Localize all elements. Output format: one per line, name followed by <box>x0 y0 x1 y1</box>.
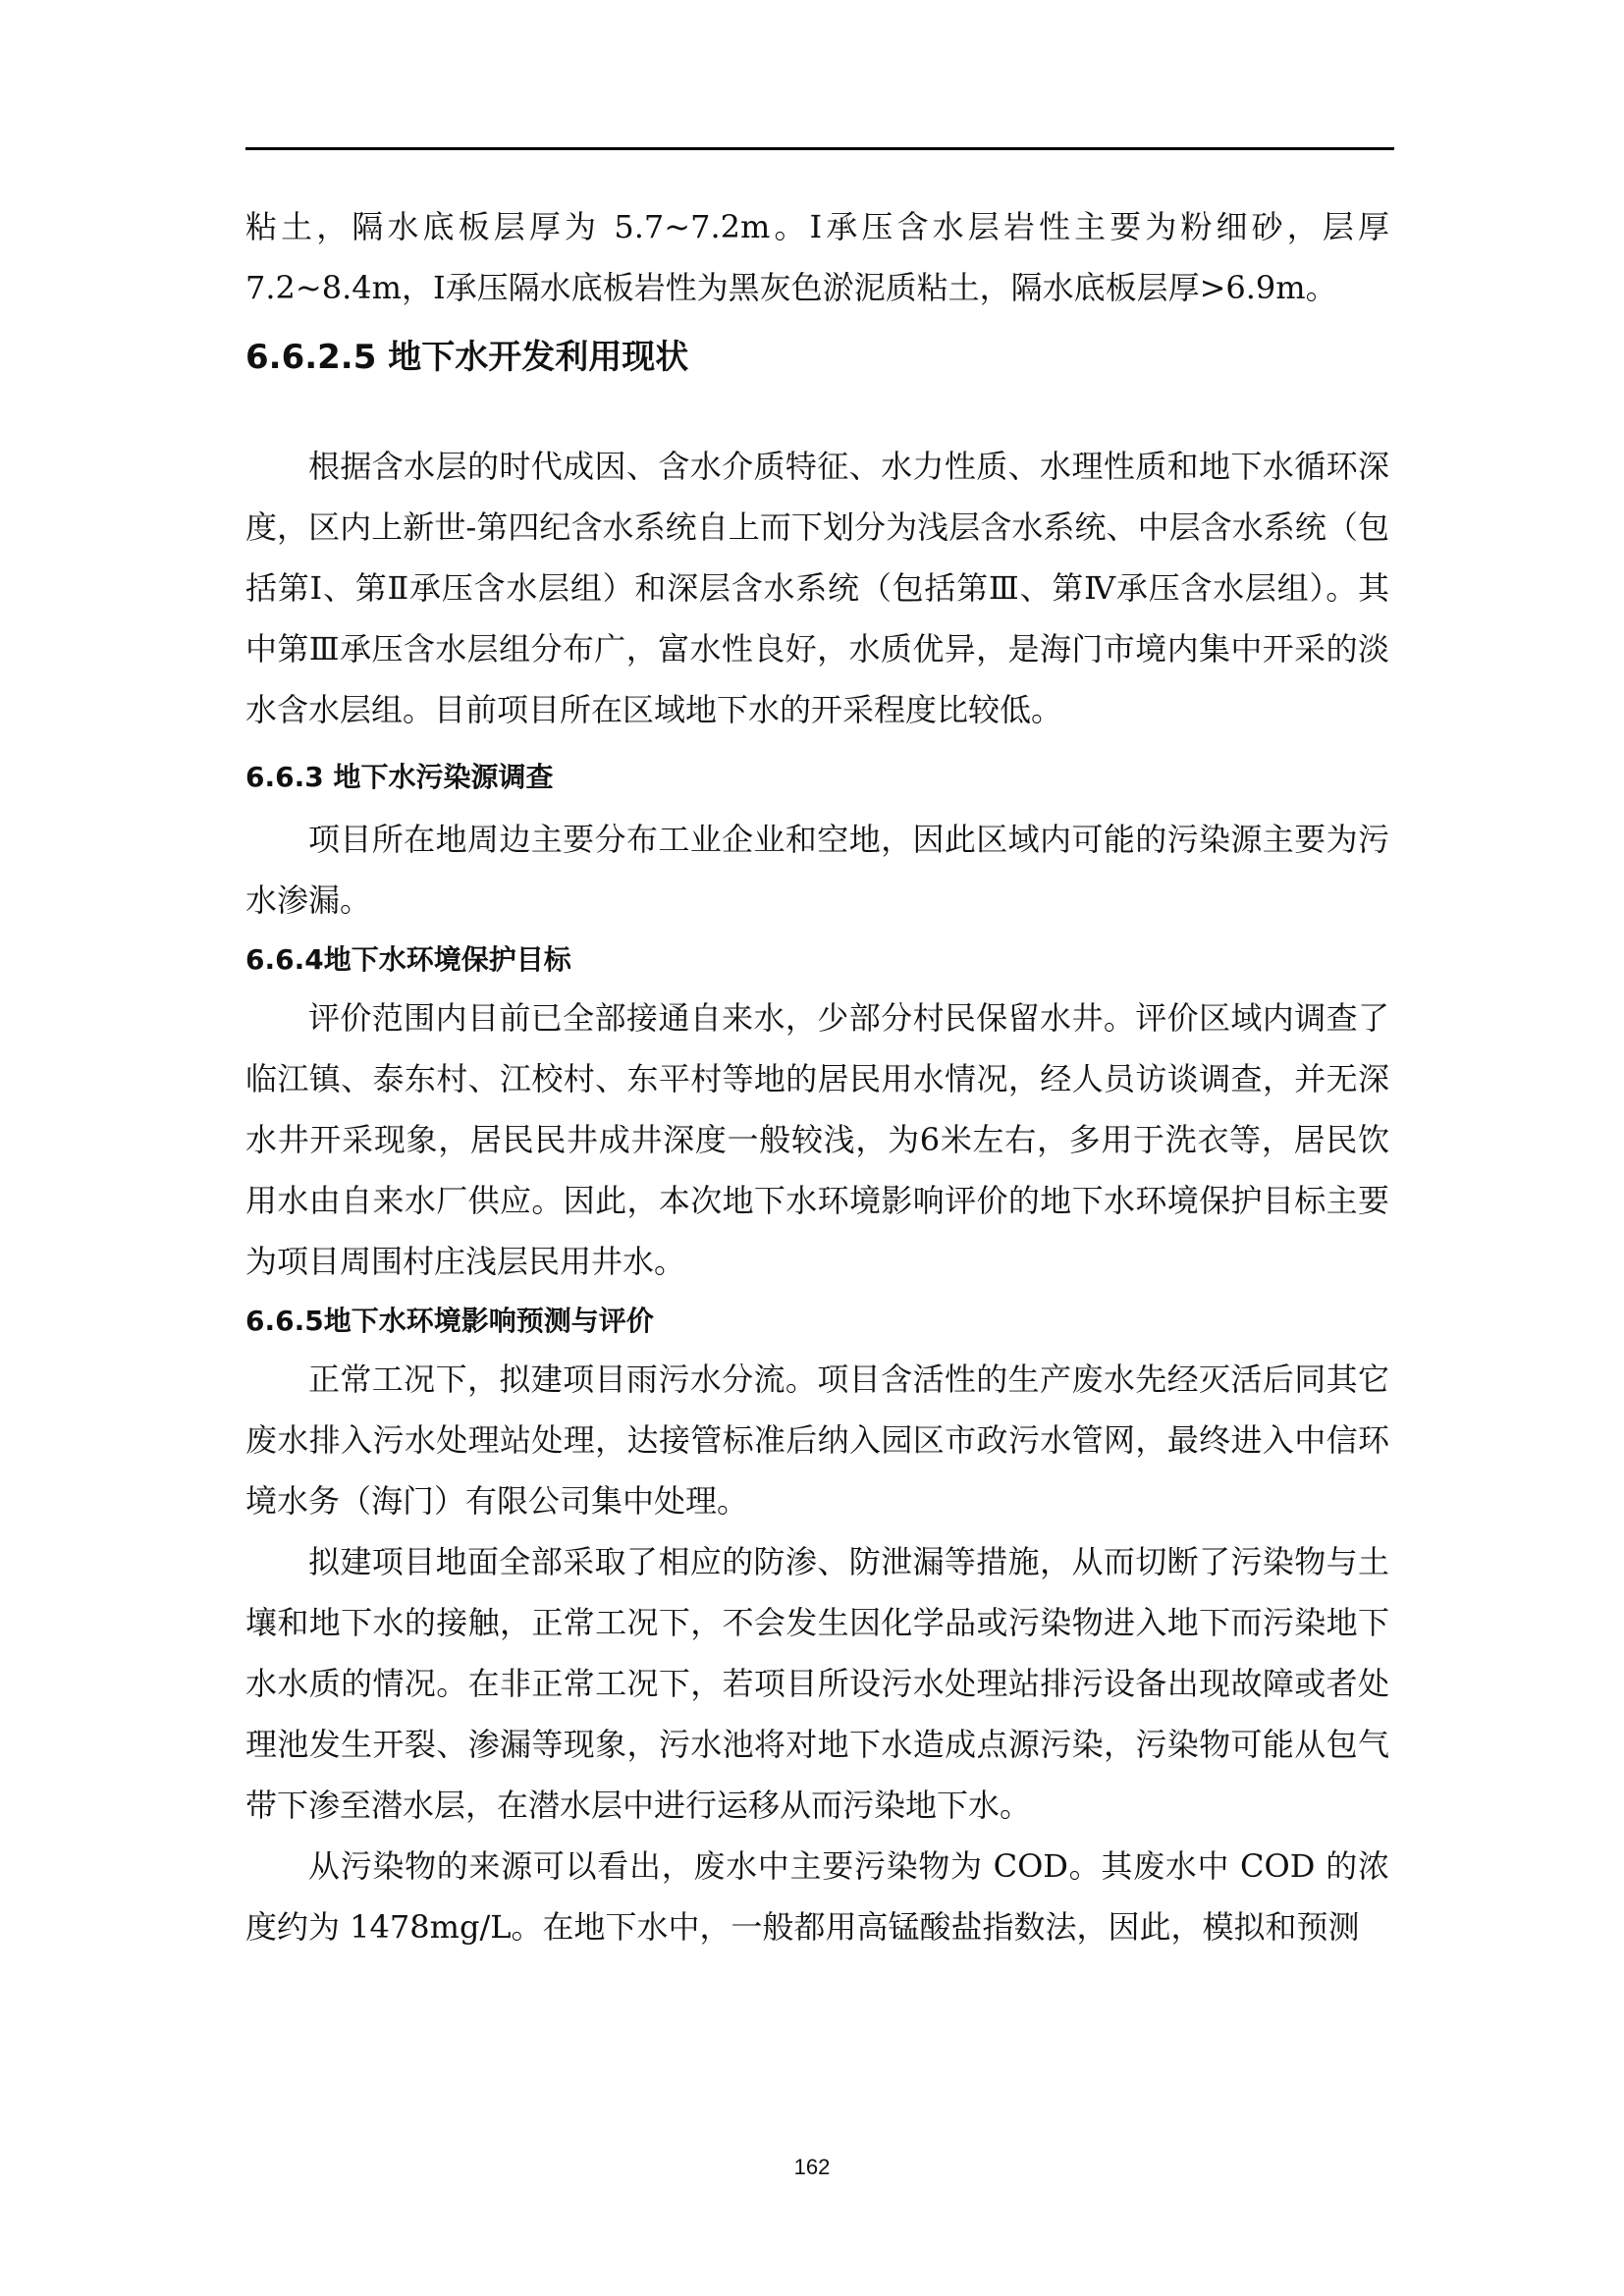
paragraph-6-6-4: 评价范围内目前已全部接通自来水，少部分村民保留水井。评价区域内调查了临江镇、泰东村、江校村、东平村等地的居民用水情况，经人员访谈调查，并无深水井开采现象，居民民井成井深度一般较浅，为6米左右，多用于洗衣等，居民饮用水由自来水厂供应。因此，本次地下水环境影响评价的地下水环境保护目标主要为项目周围村庄浅层民用井水。 <box>245 999 1389 1280</box>
paragraph-6-6-3: 项目所在地周边主要分布工业企业和空地，因此区域内可能的污染源主要为污水渗漏。 <box>245 821 1389 919</box>
heading-6-6-5: 6.6.5地下水环境影响预测与评价 <box>245 1305 654 1337</box>
paragraph-6-6-2-5: 根据含水层的时代成因、含水介质特征、水力性质、水理性质和地下水循环深度，区内上新世-第四纪含水系统自上而下划分为浅层含水系统、中层含水系统（包括第Ⅰ、第Ⅱ承压含水层组）和深层含水系统（包括第Ⅲ、第Ⅳ承压含水层组）。其中第Ⅲ承压含水层组分布广，富水性良好，水质优异，是海门市境内集中开采的淡水含水层组。目前项目所在区域地下水的开采程度比较低。 <box>245 448 1389 728</box>
paragraph-6-6-5-3: 从污染物的来源可以看出，废水中主要污染物为 COD。其废水中 COD 的浓度约为 1478mg/L。在地下水中，一般都用高锰酸盐指数法，因此，模拟和预测 <box>245 1847 1389 1946</box>
page-content <box>245 196 1389 1957</box>
heading-6-6-2-5: 6.6.2.5 地下水开发利用现状 <box>245 338 689 377</box>
paragraph-6-6-5-1: 正常工况下，拟建项目雨污水分流。项目含活性的生产废水先经灭活后同其它废水排入污水处理站处理，达接管标准后纳入园区市政污水管网，最终进入中信环境水务（海门）有限公司集中处理。 <box>245 1361 1389 1520</box>
header-rule <box>245 147 1394 150</box>
heading-6-6-4: 6.6.4地下水环境保护目标 <box>245 943 571 976</box>
heading-6-6-3: 6.6.3 地下水污染源调查 <box>245 761 554 793</box>
paragraph-6-6-5-2: 拟建项目地面全部采取了相应的防渗、防泄漏等措施，从而切断了污染物与土壤和地下水的接触，正常工况下，不会发生因化学品或污染物进入地下而污染地下水水质的情况。在非正常工况下，若项目所设污水处理站排污设备出现故障或者处理池发生开裂、渗漏等现象，污水池将对地下水造成点源污染，污染物可能从包气带下渗至潜水层，在潜水层中进行运移从而污染地下水。 <box>245 1543 1389 1824</box>
intro-paragraph: 粘土，隔水底板层厚为 5.7~7.2m。Ⅰ承压含水层岩性主要为粉细砂，层厚 7.2~8.4m，Ⅰ承压隔水底板岩性为黑灰色淤泥质粘土，隔水底板层厚>6.9m。 <box>245 208 1389 306</box>
page-number: 162 <box>793 2155 831 2179</box>
